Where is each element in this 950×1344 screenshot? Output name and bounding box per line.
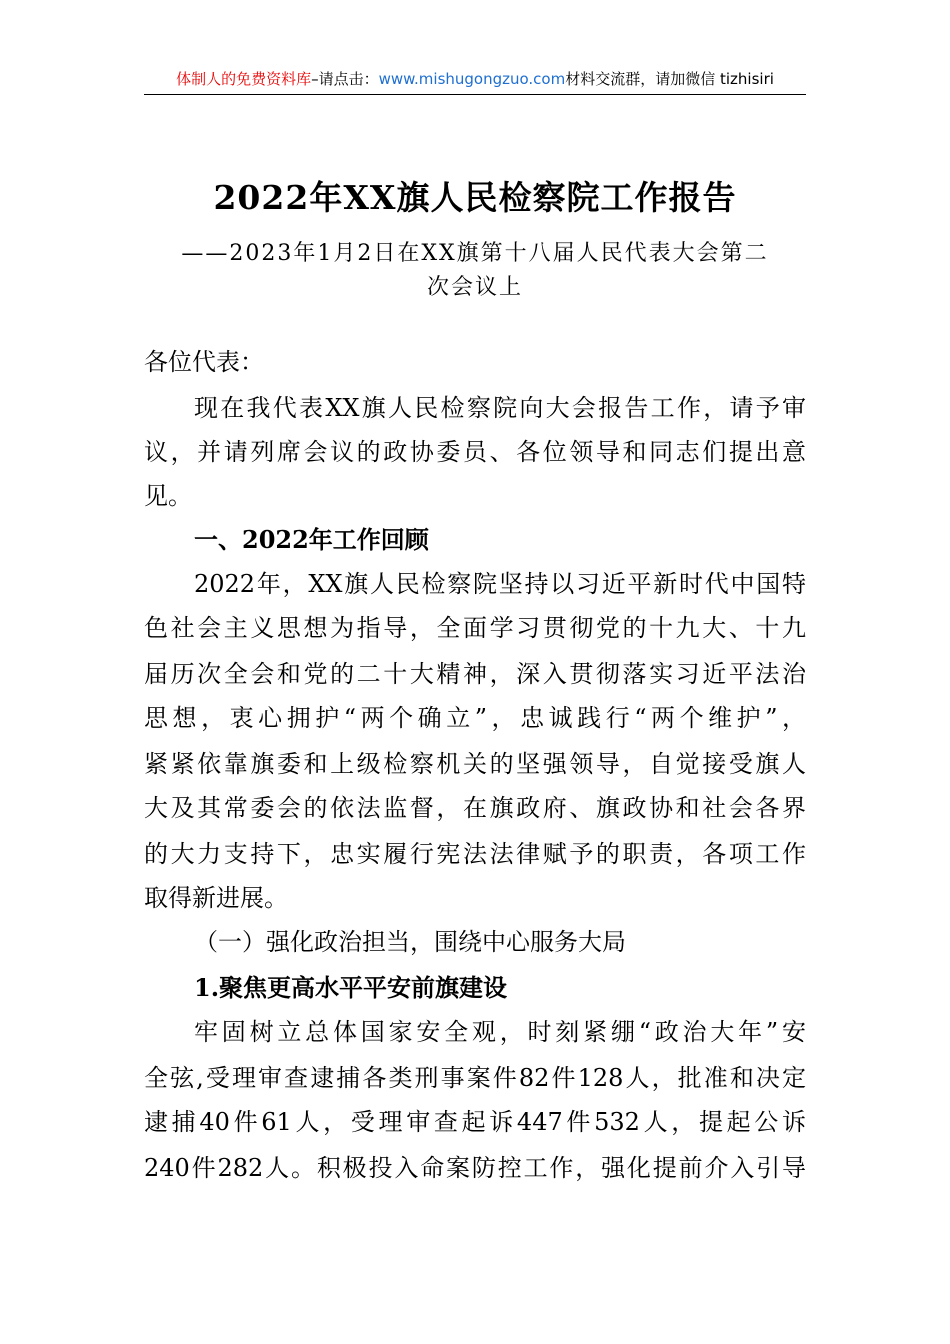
paragraph-line: 紧紧依靠旗委和上级检察机关的坚强领导，自觉接受旗人 <box>144 750 806 778</box>
paragraph-line: 240件282人。积极投入命案防控工作，强化提前介入引导 <box>144 1154 806 1182</box>
paragraph-line: 见。 <box>144 482 192 510</box>
subsection-heading: （一）强化政治担当，围绕中心服务大局 <box>194 928 626 956</box>
paragraph-line: 色社会主义思想为指导，全面学习贯彻党的十九大、十九 <box>144 614 806 642</box>
paragraph-line: 牢固树立总体国家安全观，时刻紧绷“政治大年”安 <box>194 1018 806 1046</box>
subsection-item-heading: 1.聚焦更高水平平安前旗建设 <box>194 973 508 1002</box>
header-url-link[interactable]: www.mishugongzuo.com <box>378 70 566 88</box>
paragraph-line: 逮捕40件61人，受理审查起诉447件532人，提起公诉 <box>144 1108 806 1136</box>
header-prompt: –请点击： <box>311 70 379 88</box>
paragraph-line: 2022年，XX旗人民检察院坚持以习近平新时代中国特 <box>194 570 806 598</box>
salutation: 各位代表： <box>144 348 264 376</box>
document-title: 2022年XX旗人民检察院工作报告 <box>213 178 737 217</box>
header-brand: 体制人的免费资料库 <box>176 70 312 88</box>
paragraph-line: 大及其常委会的依法监督，在旗政府、旗政协和社会各界 <box>144 794 806 822</box>
document-subtitle-line-1: ——2023年1月2日在XX旗第十八届人民代表大会第二 <box>181 241 769 266</box>
header-contact: 材料交流群，请加微信 tizhisiri <box>565 70 774 88</box>
paragraph-line: 的大力支持下，忠实履行宪法法律赋予的职责，各项工作 <box>144 840 806 868</box>
page-header <box>144 66 806 95</box>
paragraph-line: 思想，衷心拥护“两个确立”，忠诚践行“两个维护”， <box>144 704 806 732</box>
paragraph-line: 取得新进展。 <box>144 884 288 912</box>
document-subtitle-line-2: 次会议上 <box>426 275 523 300</box>
paragraph-line: 全弦,受理审查逮捕各类刑事案件82件128人，批准和决定 <box>144 1064 806 1092</box>
paragraph-line: 议，并请列席会议的政协委员、各位领导和同志们提出意 <box>144 438 806 466</box>
paragraph-line: 现在我代表XX旗人民检察院向大会报告工作，请予审 <box>194 394 806 422</box>
paragraph-line: 届历次全会和党的二十大精神，深入贯彻落实习近平法治 <box>144 660 806 688</box>
section-heading: 一、2022年工作回顾 <box>194 525 429 554</box>
